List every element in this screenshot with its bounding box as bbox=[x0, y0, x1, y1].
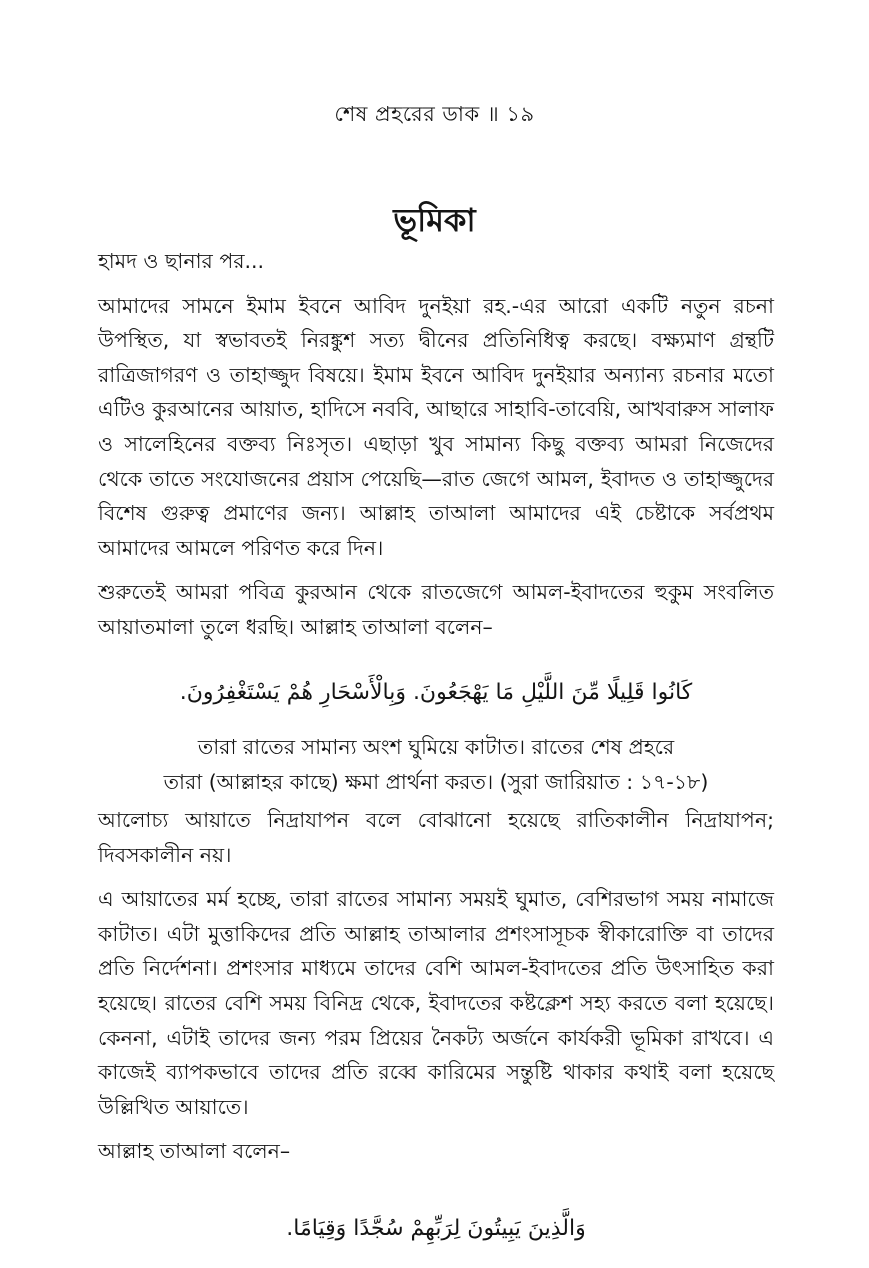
commentary-block bbox=[98, 803, 774, 1179]
paragraph-meaning: এ আয়াতের মর্ম হচ্ছে, তারা রাতের সামান্য সময়ই ঘুমাত, বেশিরভাগ সময় নামাজে কাটাত। এটা মুত্তাকিদের প্রতি আল্লাহ তাআলার প্রশংসাসূচক স্বীকারোক্তি বা তাদের প্রতি নির্দেশনা। প্রশংসার মাধ্যমে তাদের বেশি আমল-ইবাদতের প্রতি উৎসাহিত করা হয়েছে। রাতের বেশি সময় বিনিদ্র থেকে, ইবাদতের কষ্টক্লেশ সহ্য করতে বলা হয়েছে। কেননা, এটাই তাদের জন্য পরম প্রিয়ের নৈকট্য অর্জনে কার্যকরী ভূমিকা রাখবে। এ কাজেই ব্যাপকভাবে তাদের প্রতি রব্বে কারিমের সন্তুষ্টি থাকার কথাই বলা হয়েছে উল্লিখিত আয়াতে। bbox=[98, 887, 774, 1119]
paragraph-allah-says: আল্লাহ তাআলা বলেন– bbox=[98, 1139, 291, 1164]
paragraph-greeting: হামদ ও ছানার পর... bbox=[98, 249, 265, 273]
paragraph-quran-intro: শুরুতেই আমরা পবিত্র কুরআন থেকে রাতজেগে আমল-ইবাদতের হুকুম সংবলিত আয়াতমালা তুলে ধরছি। আল্লাহ তাআলা বলেন– bbox=[98, 580, 774, 639]
paragraph-intro: আমাদের সামনে ইমাম ইবনে আবিদ দুনইয়া রহ.-এর আরো একটি নতুন রচনা উপস্থিত, যা স্বভাবতই নিরঙ্কুশ সত্য দ্বীনের প্রতিনিধিত্ব করছে। বক্ষ্যমাণ গ্রন্থটি রাত্রিজাগরণ ও তাহাজ্জুদ বিষয়ে। ইমাম ইবনে আবিদ দুনইয়ার অন্যান্য রচনার মতো এটিও কুরআনের আয়াত, হাদিসে নববি, আছারে সাহাবি-তাবেয়ি, আখবারুস সালাফ ও সালেহিনের বক্তব্য নিঃসৃত। এছাড়া খুব সামান্য কিছু বক্তব্য আমরা নিজেদের থেকে তাতে সংযোজনের প্রয়াস পেয়েছি—রাত জেগে আমল, ইবাদত ও তাহাজ্জুদের বিশেষ গুরুত্ব প্রমাণের জন্য। আল্লাহ তাআলা আমাদের এই চেষ্টাকে সর্বপ্রথম আমাদের আমলে পরিণত করে দিন। bbox=[98, 293, 774, 560]
arabic-verse-1: كَانُوا قَلِيلًا مِّنَ اللَّيْلِ مَا يَهْجَعُونَ. وَبِالْأَسْحَارِ هُمْ يَسْتَغْفِرُونَ. bbox=[179, 680, 693, 705]
page-title: ভূমিকা bbox=[393, 201, 476, 239]
arabic-verse-2: وَالَّذِينَ يَبِيتُونَ لِرَبِّهِمْ سُجَّدًا وَقِيَامًا. bbox=[286, 1216, 586, 1241]
translation-line-1: তারা রাতের সামান্য অংশ ঘুমিয়ে কাটাত। রাতের শেষ প্রহরে bbox=[197, 735, 675, 759]
verse-translation bbox=[98, 730, 774, 800]
translation-line-2: তারা (আল্লাহর কাছে) ক্ষমা প্রার্থনা করত। (সুরা জারিয়াত : ১৭-১৮) bbox=[163, 770, 709, 794]
intro-block bbox=[98, 244, 774, 655]
paragraph-explanation: আলোচ্য আয়াতে নিদ্রাযাপন বলে বোঝানো হয়েছে রাতিকালীন নিদ্রাযাপন; দিবসকালীন নয়। bbox=[98, 808, 774, 867]
running-header: শেষ প্রহরের ডাক ॥ ১৯ bbox=[334, 102, 535, 126]
